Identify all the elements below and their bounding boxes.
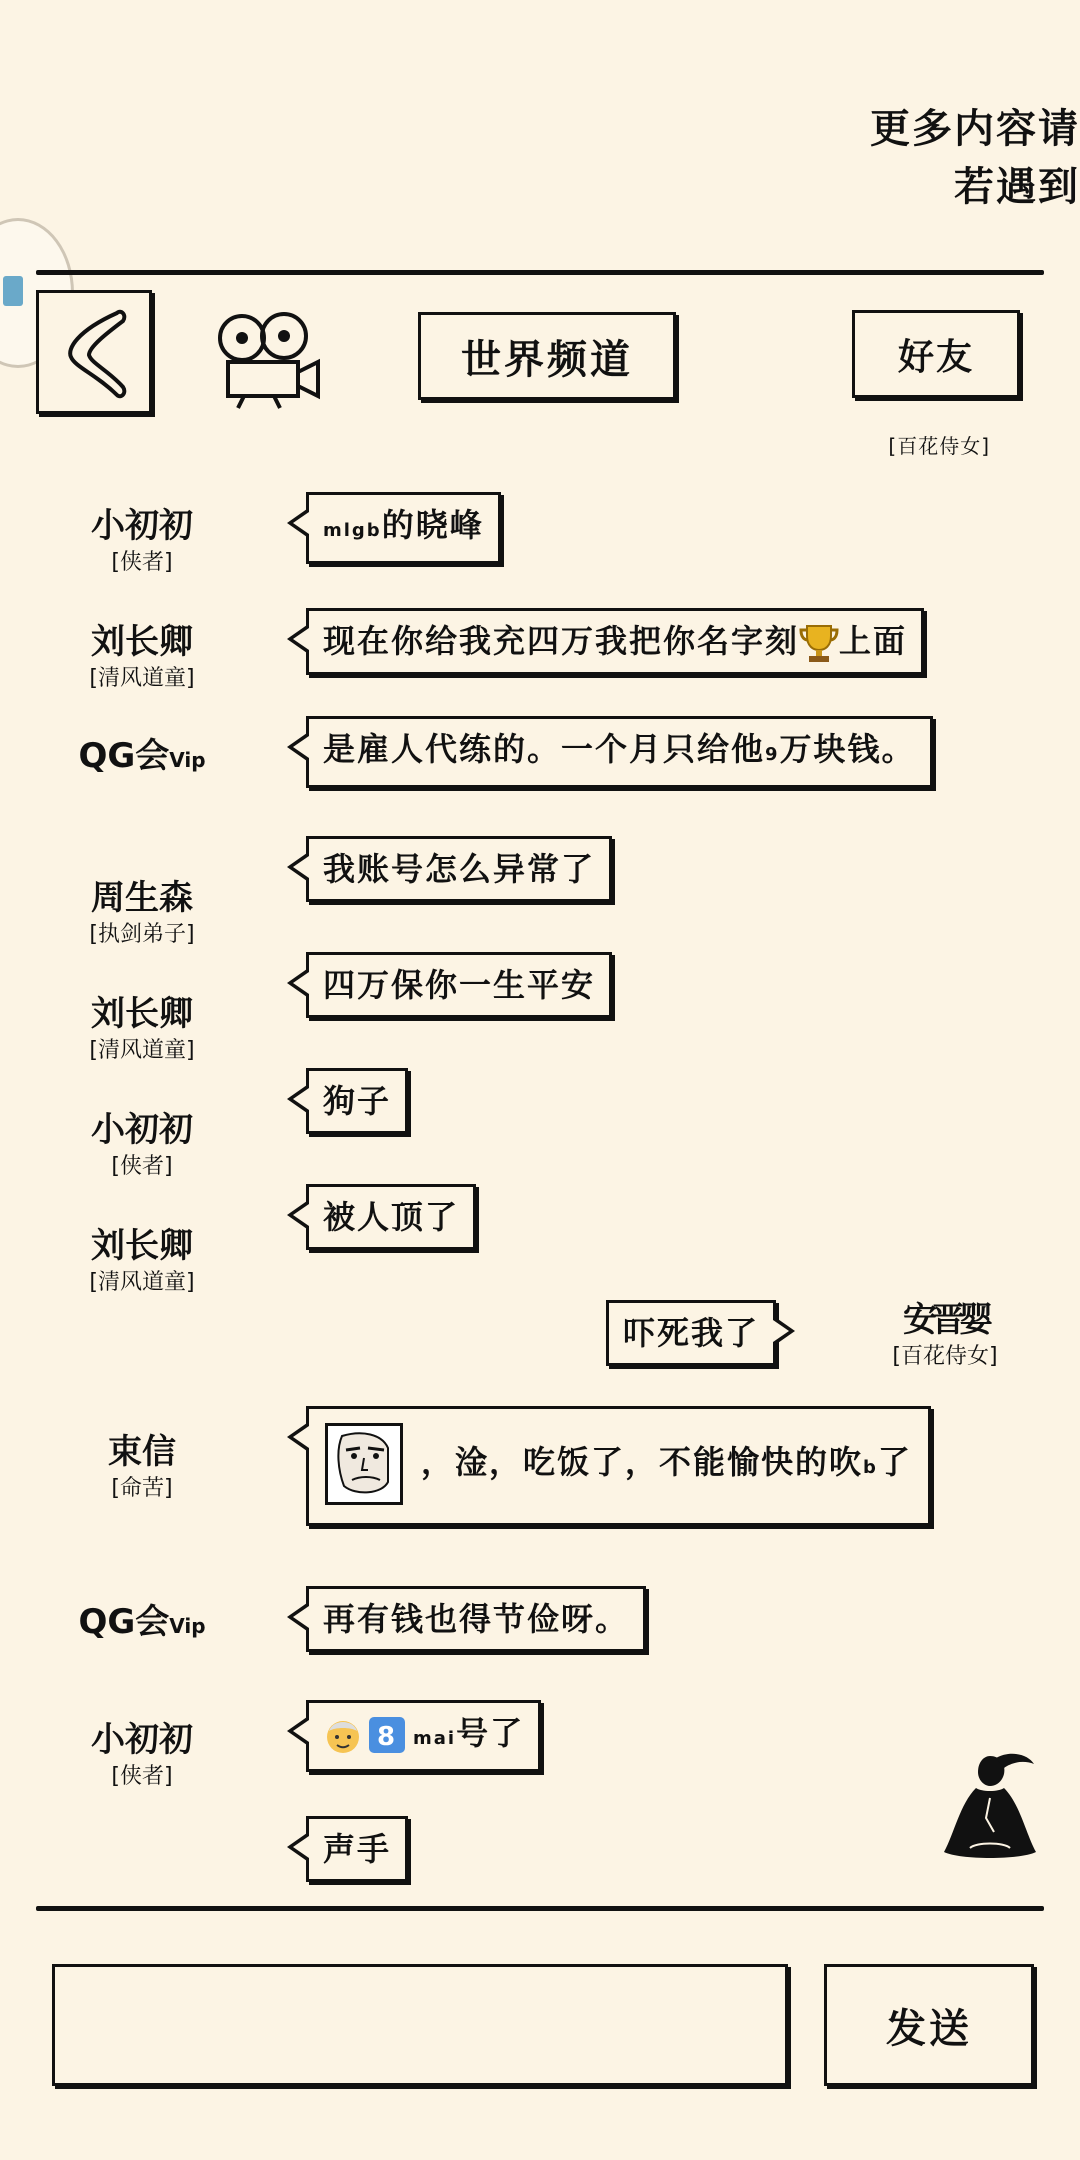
sender-rank: [侠者] xyxy=(111,1154,173,1179)
sender-name: 安晋婴 xyxy=(903,1300,987,1340)
send-button[interactable]: 发送 xyxy=(824,1964,1034,2086)
sender-name: 小初初 xyxy=(91,1720,193,1760)
sender-name: QG会Vip xyxy=(78,736,206,776)
sender-rank: [侠者] xyxy=(111,1764,173,1789)
troll-face-icon xyxy=(325,1423,403,1505)
sender-rank: [百花侍女] xyxy=(892,1344,998,1369)
message-text: 声手 xyxy=(323,1830,392,1868)
message-bubble[interactable] xyxy=(306,836,612,902)
message-text: 吓死我了 xyxy=(622,1314,759,1352)
sender-rank: [命苦] xyxy=(111,1476,173,1501)
warrior-silhouette-icon[interactable] xyxy=(940,1748,1040,1868)
message-bubble[interactable] xyxy=(306,1700,541,1772)
message-bubble[interactable] xyxy=(306,1068,408,1134)
message-suffix: 万块钱。 xyxy=(779,730,916,768)
sender-name: 刘长卿 xyxy=(91,622,193,662)
sender-rank: [执剑弟子] xyxy=(89,922,195,947)
message-suffix: 上面 xyxy=(839,622,908,660)
sender-name: QG会Vip xyxy=(78,1602,206,1642)
message-number: 9 xyxy=(765,744,780,765)
message-text: 号了 xyxy=(456,1714,525,1752)
sender-name: 小初初 xyxy=(91,1110,193,1150)
old-man-emoji-icon xyxy=(323,1715,363,1755)
header-divider xyxy=(36,270,1044,275)
message-sender xyxy=(60,1430,224,1504)
message-prefix: mlgb xyxy=(323,520,382,541)
message-sender xyxy=(60,504,224,578)
notice-line-2: 若遇到 xyxy=(954,164,1080,210)
message-sender xyxy=(60,1718,224,1792)
message-sender xyxy=(60,992,224,1066)
scrolling-notice xyxy=(870,100,1080,216)
back-button[interactable] xyxy=(36,290,152,414)
message-text: 现在你给我充四万我把你名字刻 xyxy=(323,622,800,660)
message-sender xyxy=(60,620,224,694)
sender-name: 束信 xyxy=(108,1432,176,1472)
message-text: 是雇人代练的。一个月只给他 xyxy=(323,730,766,768)
message-sender xyxy=(60,734,224,782)
message-sender xyxy=(60,1224,224,1298)
message-bubble[interactable] xyxy=(306,608,924,675)
film-camera-icon[interactable] xyxy=(214,310,326,410)
message-bubble[interactable] xyxy=(306,952,612,1018)
message-number: b xyxy=(863,1457,878,1478)
message-sender xyxy=(870,1298,1020,1372)
message-sender xyxy=(60,1108,224,1182)
message-text: 我账号怎么异常了 xyxy=(323,850,596,888)
message-text: 被人顶了 xyxy=(323,1198,460,1236)
trophy-icon xyxy=(799,622,839,664)
page-title: 世界频道 xyxy=(418,312,676,400)
footer-divider xyxy=(36,1906,1044,1911)
sender-name: 周生森 xyxy=(91,878,193,918)
message-bubble[interactable] xyxy=(306,716,933,788)
sender-name: 小初初 xyxy=(91,506,193,546)
message-text: 再有钱也得节俭呀。 xyxy=(323,1600,630,1638)
message-bubble[interactable] xyxy=(306,1816,408,1882)
back-chevron-icon xyxy=(47,301,143,405)
friend-rank-label: [百花侍女] xyxy=(888,434,990,458)
message-bubble[interactable] xyxy=(306,1406,931,1526)
sender-name: 刘长卿 xyxy=(91,1226,193,1266)
message-text: 的晓峰 xyxy=(381,506,484,544)
vip-badge: Vip xyxy=(169,748,206,772)
vip-badge: Vip xyxy=(169,1614,206,1638)
message-bubble[interactable] xyxy=(306,492,501,564)
message-text: 四万保你一生平安 xyxy=(323,966,596,1004)
message-sender xyxy=(60,876,224,950)
message-prefix: mai xyxy=(413,1728,457,1749)
message-bubble[interactable] xyxy=(606,1300,776,1366)
sender-name: 刘长卿 xyxy=(91,994,193,1034)
chat-input[interactable] xyxy=(52,1964,788,2086)
notice-line-1: 更多内容请 xyxy=(870,106,1080,152)
message-suffix: 了 xyxy=(877,1443,912,1481)
chat-message-list[interactable] xyxy=(0,470,1080,1868)
svg-text:8: 8 xyxy=(376,1722,398,1752)
message-bubble[interactable] xyxy=(306,1184,476,1250)
message-bubble[interactable] xyxy=(306,1586,646,1652)
floating-camera-icon xyxy=(3,276,23,306)
message-text: 狗子 xyxy=(323,1082,392,1120)
keycap-8-icon xyxy=(367,1715,407,1755)
sender-rank: [清风道童] xyxy=(89,1038,195,1063)
message-sender xyxy=(60,1600,224,1648)
sender-rank: [清风道童] xyxy=(89,666,195,691)
friends-button[interactable]: 好友 xyxy=(852,310,1020,398)
sender-rank: [侠者] xyxy=(111,550,173,575)
message-text: ，淦，吃饭了，不能愉快的吹 xyxy=(421,1443,864,1481)
sender-rank: [清风道童] xyxy=(89,1270,195,1295)
